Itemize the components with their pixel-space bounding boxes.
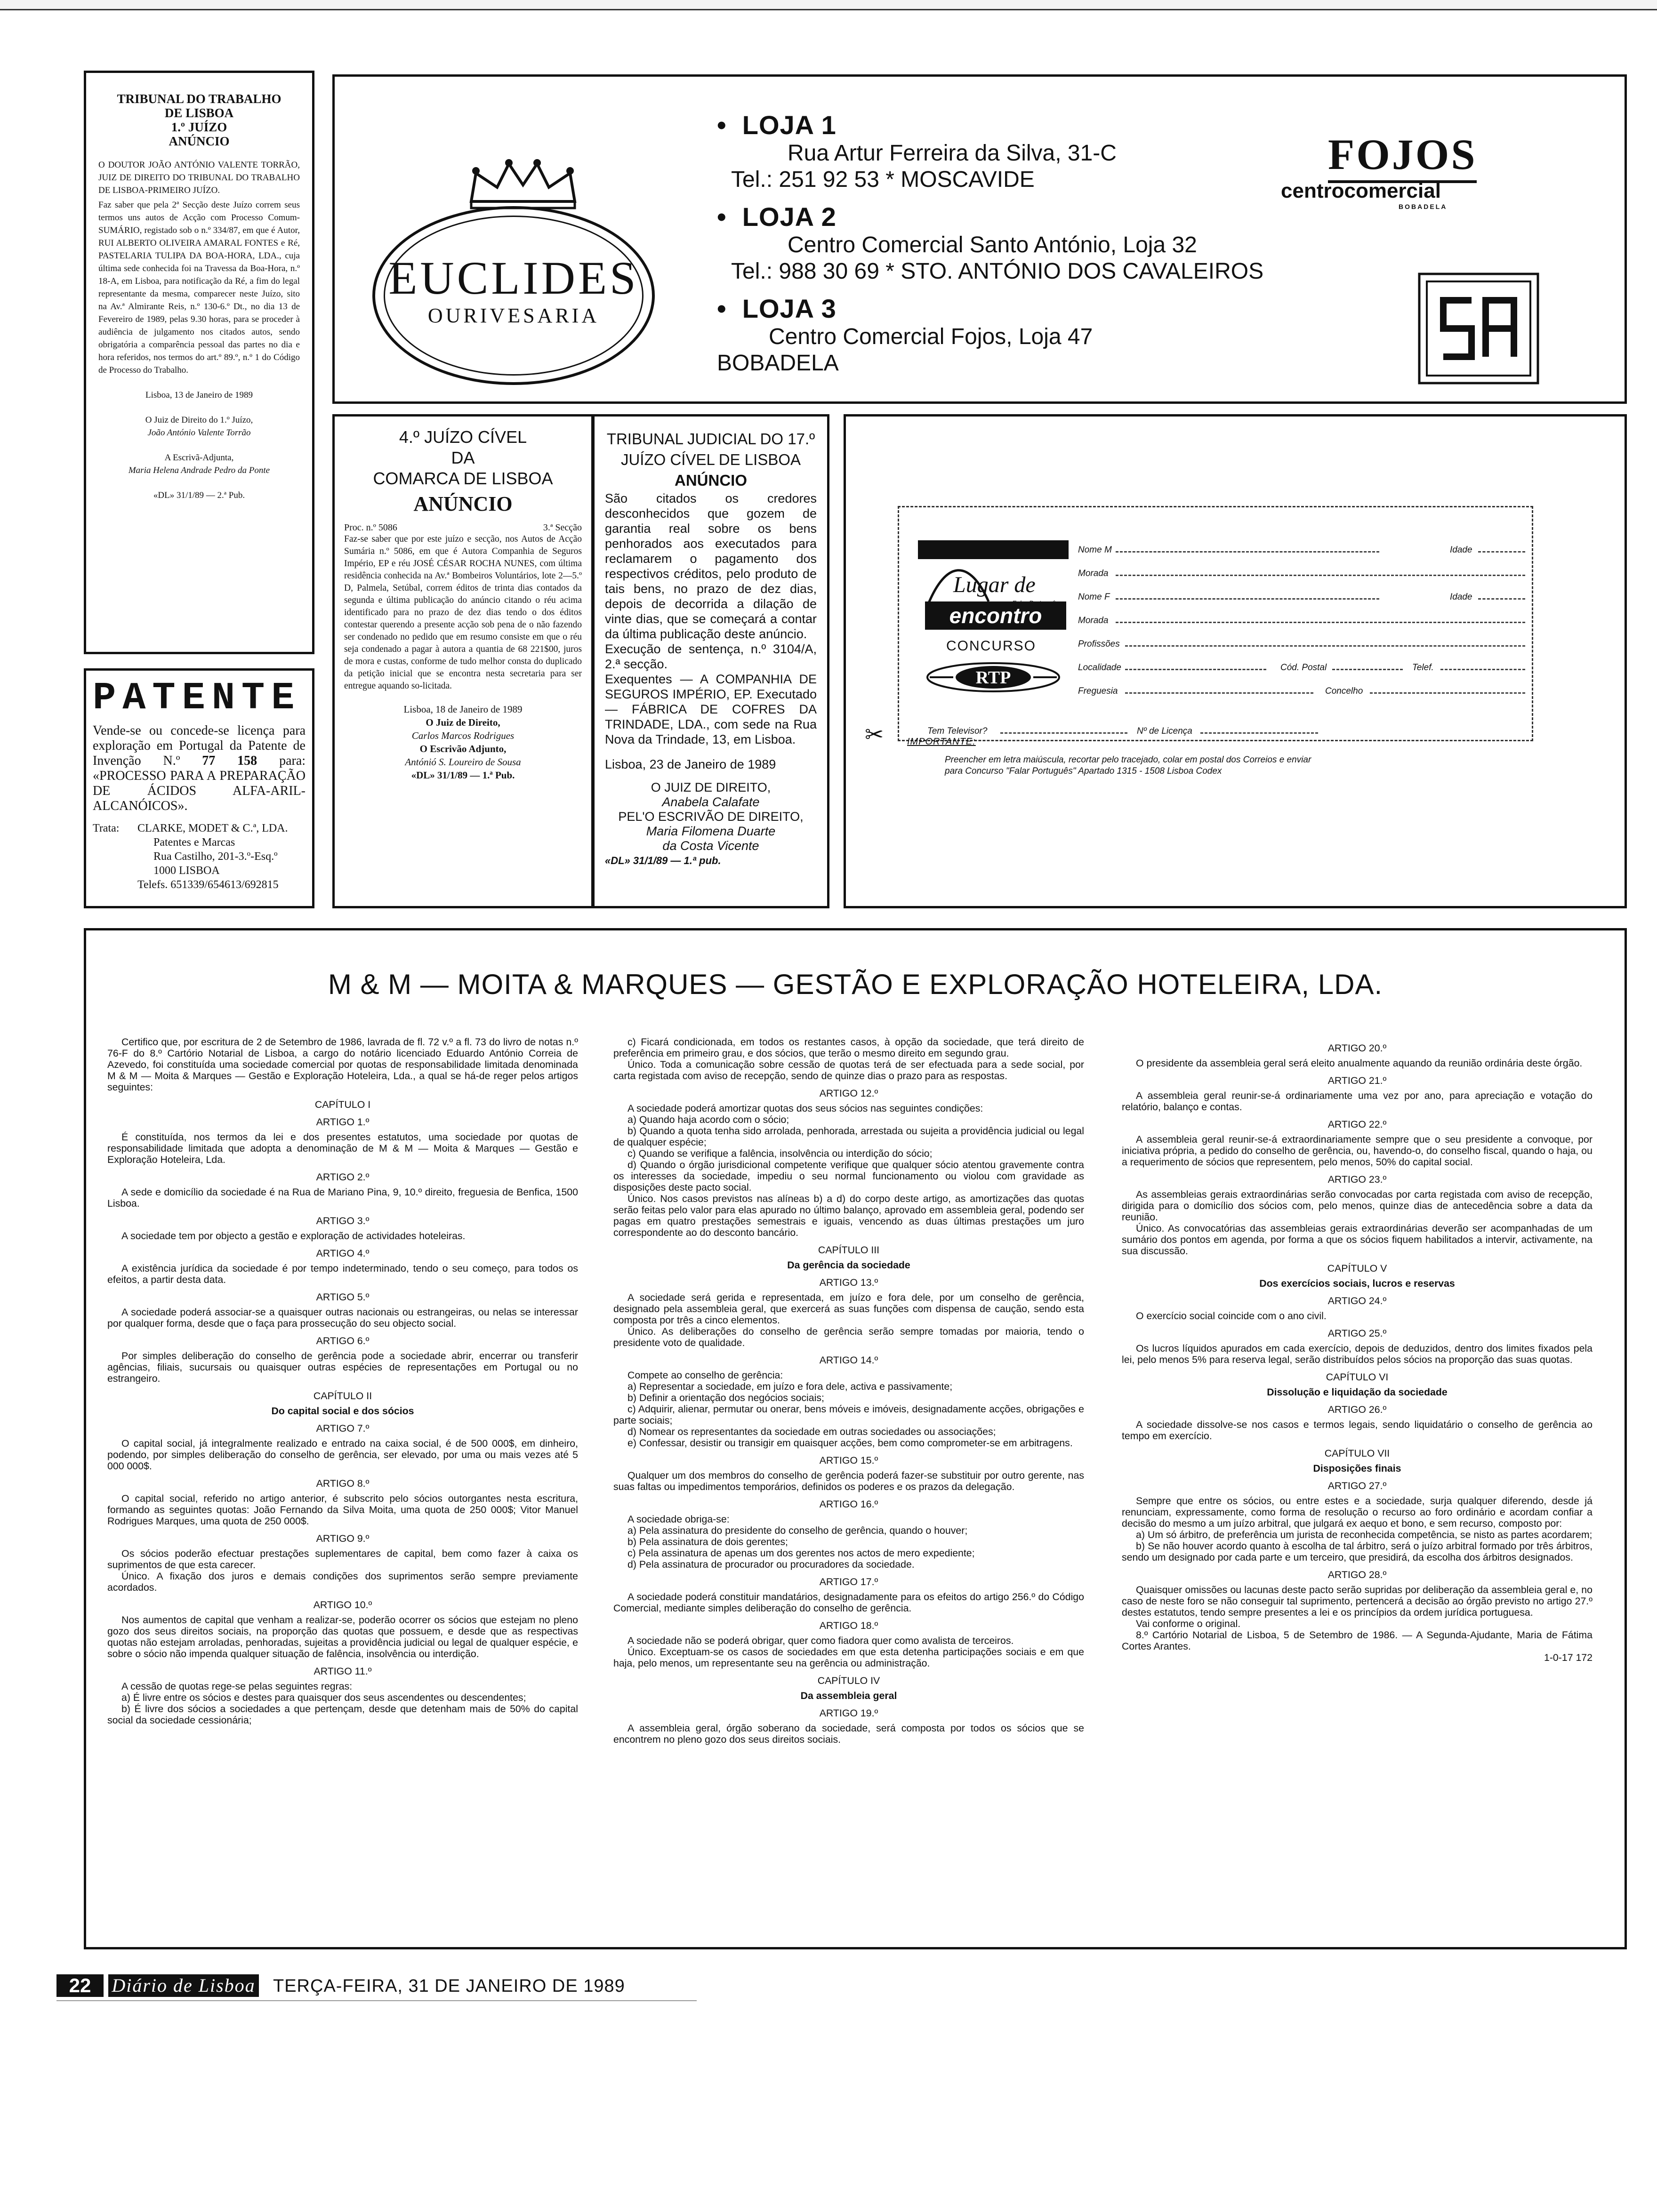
- field-label: Tem Televisor?: [927, 726, 988, 736]
- notice-title-line: 1.º JUÍZO: [171, 120, 227, 134]
- store-1: • LOJA 1 Rua Artur Ferreira da Silva, 31-C Tel.: 251 92 53 * MOSCAVIDE: [717, 110, 1117, 192]
- rtp-logo-icon: [925, 661, 1062, 694]
- statute-heading: ARTIGO 9.º: [316, 1533, 370, 1544]
- statute-paragraph: e) Confessar, desistir ou transigir em quaisquer acções, bem como comprometer-se em arbitragens.: [627, 1437, 1073, 1449]
- statute-heading: ARTIGO 11.º: [314, 1666, 372, 1677]
- field-label: Profissões: [1078, 639, 1120, 649]
- statute-paragraph: É constituída, nos termos da lei e dos presentes estatutos, uma sociedade por quotas de responsabilidade limitada que adopta a denominação de M & M — Moita & Marques — Gestão e Exploração Hoteleira, Lda.: [107, 1131, 578, 1165]
- statute-heading: ARTIGO 26.º: [1327, 1404, 1387, 1415]
- field-line[interactable]: [1440, 668, 1525, 670]
- statute-heading: ARTIGO 23.º: [1327, 1174, 1387, 1185]
- notice-ref: «DL» 31/1/89 — 1.ª pub.: [605, 855, 721, 866]
- statute-heading: ARTIGO 21.º: [1327, 1075, 1387, 1086]
- crown-icon: [462, 159, 584, 211]
- statute-paragraph: A sociedade poderá constituir mandatários, designadamente para os efeitos do artigo 256.º do Código Comercial, mediante simples deliberação do conselho de gerência.: [613, 1591, 1084, 1614]
- store-name: LOJA 1: [742, 110, 837, 140]
- statute-paragraph: c) Pela assinatura de apenas um dos gerentes nos actos de mero expediente;: [627, 1547, 975, 1559]
- notice-juizo-civel-comarca: [332, 414, 594, 908]
- statute-heading: CAPÍTULO III: [818, 1244, 880, 1256]
- statute-paragraph: Compete ao conselho de gerência:: [627, 1370, 783, 1381]
- important-label: IMPORTANTE:: [907, 737, 976, 747]
- store-address: Centro Comercial Santo António, Loja 32: [788, 232, 1197, 257]
- field-line[interactable]: [1125, 692, 1313, 694]
- store-name: LOJA 2: [742, 202, 837, 232]
- statute-paragraph: A sociedade dissolve-se nos casos e termos legais, sendo liquidatário o conselho de gerência ao tempo em exercício.: [1122, 1419, 1593, 1442]
- store-name: LOJA 3: [742, 294, 837, 323]
- important-text: Preencher em letra maiúscula, recortar pelo tracejado, colar em postal dos Correios e enviar para Concurso "Falar Português" Apartado 1315 - 1508 Lisboa Codex: [945, 755, 1311, 776]
- notice-signature: O Juiz de Direito, Carlos Marcos Rodrigues: [411, 717, 515, 741]
- store-address: Rua Artur Ferreira da Silva, 31-C: [788, 141, 1117, 166]
- field-label: Morada: [1078, 616, 1109, 625]
- notice-tribunal-trabalho: [84, 71, 314, 654]
- store-3: • LOJA 3 Centro Comercial Fojos, Loja 47 BOBADELA: [717, 294, 1093, 376]
- statute-paragraph: Os lucros líquidos apurados em cada exercício, depois de deduzidos, dentro dos limites fixados pela lei, pelo menos 5% para reserva legal, serão distribuídos pelos sócios na proporção das suas quotas.: [1122, 1343, 1593, 1365]
- field-label: Telef.: [1412, 663, 1434, 673]
- notice-body: São citados os credores desconhecidos que gozem de garantia real sobre os bens penhorados aos executados para reclamarem o pagamento dos respectivos créditos, pelo produto de tais bens, no prazo de dez dias, depois de decorrida a dilação de vinte dias, que se começará a contar da última publicação deste anúncio.: [605, 491, 817, 641]
- statute-heading: Dissolução e liquidação da sociedade: [1267, 1387, 1448, 1398]
- statute-heading: CAPÍTULO VI: [1326, 1371, 1389, 1383]
- statute-paragraph: A assembleia geral reunir-se-á extraordinariamente sempre que o seu presidente a convoque, por iniciativa própria, a pedido do conselho de gerência, ou, havendo-o, do conselho fiscal, quando o haja, ou a requerimento de sócios que representem, pelo menos, 50% do capital social.: [1122, 1134, 1593, 1168]
- statute-heading: ARTIGO 16.º: [819, 1499, 878, 1510]
- patent-contact: Trata: CLARKE, MODET & C.ª, LDA. Patentes e Marcas Rua Castilho, 201-3.º-Esq.º 1000 LISBOA Telefs. 651339/654613/692815: [93, 822, 288, 891]
- statute-paragraph: b) Se não houver acordo quanto à escolha de tal árbitro, será o juízo arbitral formado por três árbitros, sendo um designado por cada parte e um terceiro, que presidirá, da escolha dos árbitros designados.: [1122, 1540, 1593, 1563]
- field-label: Cód. Postal: [1280, 663, 1327, 673]
- statute-heading: ARTIGO 7.º: [316, 1423, 370, 1434]
- statute-paragraph: A assembleia geral reunir-se-á ordinariamente uma vez por ano, para apreciação e votação do relatório, balanço e contas.: [1122, 1090, 1593, 1113]
- notice-proc-row: Proc. n.º 5086 3.ª Secção: [344, 522, 582, 533]
- statutes-column-3: [1122, 1036, 1593, 1663]
- statute-paragraph: Único. A fixação dos juros e demais condições dos suprimentos serão sempre previamente acordados.: [107, 1571, 578, 1593]
- statute-heading: ARTIGO 15.º: [819, 1455, 878, 1466]
- concurso-label: CONCURSO: [946, 638, 1037, 654]
- statute-paragraph: A sociedade será gerida e representada, em juízo e fora dele, por um conselho de gerência, designado pela assembleia geral, que exercerá as suas funções com dispensa de caução, sendo esta composta por três a cinco elementos.: [613, 1292, 1084, 1326]
- statute-paragraph: Único. Exceptuam-se os casos de sociedades em que esta detenha participações sociais e em que haja, pelo menos, um representante seu na gerência ou administração.: [613, 1646, 1084, 1669]
- field-line[interactable]: [1116, 621, 1525, 623]
- field-line[interactable]: [1332, 668, 1403, 670]
- statute-heading: ARTIGO 18.º: [819, 1620, 878, 1631]
- field-label: Concelho: [1325, 686, 1363, 696]
- statute-heading: CAPÍTULO II: [313, 1390, 372, 1402]
- statute-heading: Dos exercícios sociais, lucros e reservas: [1259, 1278, 1455, 1289]
- field-line[interactable]: [1116, 574, 1525, 576]
- statute-paragraph: Único. Toda a comunicação sobre cessão de quotas terá de ser efectuada para a sede social, por carta registada com aviso de recepção, sendo de quinze dias o prazo para as respostas.: [613, 1059, 1084, 1082]
- store-phone: Tel.: 988 30 69 * STO. ANTÓNIO DOS CAVALEIROS: [731, 259, 1264, 284]
- notice-signature: O Escrivão Adjunto, Antónió S. Loureiro de Sousa: [405, 743, 521, 768]
- notice-signature: A Escrivã-Adjunta, Maria Helena Andrade Pedro da Ponte: [128, 453, 270, 475]
- statute-paragraph: As assembleias gerais extraordinárias serão convocadas por carta registada com aviso de recepção, dirigida para o domicílio dos sócios com, pelo menos, quinze dias de antecedência sobre a data da reunião.: [1122, 1189, 1593, 1223]
- notice-body: Execução de sentença, n.º 3104/A, 2.ª secção.: [605, 642, 817, 671]
- notice-date: Lisboa, 18 de Janeiro de 1989: [403, 704, 523, 715]
- notice-date: Lisboa, 23 de Janeiro de 1989: [605, 757, 776, 771]
- statutes-column-1: [107, 1036, 578, 1726]
- field-label: Localidade: [1078, 663, 1121, 673]
- store-2: • LOJA 2 Centro Comercial Santo António, Loja 32 Tel.: 988 30 69 * STO. ANTÓNIO DOS CAVALEIROS: [717, 202, 1264, 284]
- statute-paragraph: c) Adquirir, alienar, permutar ou onerar, bens móveis e imóveis, designadamente acções, obrigações e parte sociais;: [613, 1403, 1084, 1426]
- statute-paragraph: A cessão de quotas rege-se pelas seguintes regras:: [121, 1681, 353, 1692]
- statute-paragraph: d) Pela assinatura de procurador ou procuradores da sociedade.: [627, 1559, 915, 1570]
- statute-paragraph: O capital social, referido no artigo anterior, é subscrito pelo sócios outorgantes nesta escritura, formando as seguintes quotas: João Fernando da Silva Moita, uma quota de 250 000$; Vitor Manuel Rodrigues Marques, uma quota de 250 000$.: [107, 1493, 578, 1527]
- patent-title: PATENTE: [93, 676, 301, 720]
- statute-heading: ARTIGO 17.º: [819, 1576, 878, 1587]
- sa-logo-icon: [1417, 272, 1540, 385]
- statute-paragraph: a) Representar a sociedade, em juízo e fora dele, activa e passivamente;: [627, 1381, 953, 1392]
- statute-ref: 1-0-17 172: [1544, 1652, 1593, 1663]
- statute-paragraph: A sede e domicílio da sociedade é na Rua de Mariano Pina, 9, 10.º direito, freguesia de Benfica, 1500 Lisboa.: [107, 1186, 578, 1209]
- statute-paragraph: A sociedade tem por objecto a gestão e exploração de actividades hoteleiras.: [121, 1230, 466, 1242]
- statute-paragraph: Vai conforme o original.: [1136, 1618, 1241, 1629]
- field-label: Morada: [1078, 569, 1109, 578]
- statute-paragraph: Qualquer um dos membros do conselho de gerência poderá fazer-se substituir por outro gerente, nas suas faltas ou impedimentos temporários, definidos os poderes e os prazos da delegação.: [613, 1470, 1084, 1492]
- field-line[interactable]: [1478, 598, 1525, 600]
- statute-heading: ARTIGO 8.º: [316, 1478, 370, 1489]
- statute-paragraph: 8.º Cartório Notarial de Lisboa, 5 de Setembro de 1986. — A Segunda-Ajudante, Maria de Fátima Cortes Arantes.: [1122, 1629, 1593, 1652]
- statutes-column-2: [613, 1036, 1084, 1745]
- statute-paragraph: Certifico que, por escritura de 2 de Setembro de 1986, lavrada de fl. 72 v.º a fl. 73 do livro de notas n.º 76-F do 8.º Cartório Notarial de Lisboa, a cargo do notário licenciado Eduardo António Correia de Azevedo, foi constituída uma sociedade comercial por quotas de responsabilidade limitada denominada M & M — Moita & Marques — Gestão e Exploração Hoteleira, Lda., a qual se há-de reger pelos artigos seguintes:: [107, 1036, 578, 1093]
- scissors-icon: ✂: [865, 722, 884, 747]
- field-label: Nome M: [1078, 545, 1112, 555]
- statute-heading: ARTIGO 19.º: [819, 1707, 878, 1719]
- statute-heading: ARTIGO 22.º: [1327, 1119, 1387, 1130]
- statute-paragraph: b) Quando a quota tenha sido arrolada, penhorada, arrestada ou sujeita a providência judicial ou legal de qualquer espécie;: [613, 1125, 1084, 1148]
- statute-heading: CAPÍTULO I: [314, 1099, 371, 1110]
- statute-paragraph: c) Quando se verifique a falência, insolvência ou interdição do sócio;: [627, 1148, 933, 1159]
- field-line[interactable]: [1000, 732, 1127, 734]
- statute-heading: Da gerência da sociedade: [787, 1259, 910, 1271]
- notice-signature: O JUIZ DE DIREITO, Anabela Calafate: [651, 780, 771, 809]
- statute-paragraph: d) Quando o órgão jurisdicional competente verifique que qualquer sócio atentou gravemente contra os interesses da sociedade, impediu o seu normal funcionamento ou violou com gravidade as disposições deste pacto social.: [613, 1159, 1084, 1193]
- statute-heading: ARTIGO 14.º: [819, 1354, 878, 1366]
- notice-title-line: TRIBUNAL JUDICIAL DO 17.º: [606, 430, 815, 448]
- statute-paragraph: Quaisquer omissões ou lacunas deste pacto serão supridas por deliberação da assembleia geral e, no caso de neste foro se não conseguir tal suprimento, pertencerá a decisão ao órgão previsto no artigo 27.º destes estatutos, tendo sempre presentes a lei e os princípios da ordem jurídica portuguesa.: [1122, 1584, 1593, 1618]
- fojos-name: FOJOS: [1328, 128, 1477, 183]
- statute-paragraph: a) Um só árbitro, de preferência um jurista de reconhecida competência, se nisto as partes acordarem;: [1136, 1529, 1593, 1540]
- notice-title-line: JUÍZO CÍVEL DE LISBOA: [620, 451, 801, 468]
- statute-heading: ARTIGO 6.º: [316, 1335, 370, 1346]
- notice-tribunal-17-juizo: [592, 414, 829, 908]
- masthead: Diário de Lisboa: [108, 1974, 259, 1997]
- statute-paragraph: A assembleia geral, órgão soberano da sociedade, será composta por todos os sócios que se encontrem no pleno gozo dos seus direitos sociais.: [613, 1723, 1084, 1745]
- encontro-banner: encontro: [925, 601, 1066, 630]
- notice-body: Exequentes — A COMPANHIA DE SEGUROS IMPÉRIO, EP. Executado — FÁBRICA DE COFRES DA TRINDADE, LDA., com sede na Rua Nova da Trindade, 13, em Lisboa.: [605, 672, 817, 746]
- brand-subtitle: OURIVESARIA: [427, 304, 600, 327]
- notice-heading: ANÚNCIO: [413, 492, 513, 515]
- statute-paragraph: A sociedade obriga-se:: [627, 1514, 730, 1525]
- statute-heading: ARTIGO 4.º: [316, 1248, 370, 1259]
- notice-body: Faz-se saber que por este juízo e secção, nos Autos de Acção Sumária n.º 5086, em que é Autora Companhia de Seguros Império, EP e réu JOSÉ CÉSAR ROCHA NUNES, com última residência conhecida na Av.ª Bombeiros Voluntários, lote 2—5.º D, Palmela, Setúbal, correm éditos de trinta dias contados da segunda e última publicação do anúncio citando o réu acima identificado para no prazo de dez dias tendo o dos éditos contestar querendo a presente acção sob pena de o não fazendo ser condenado no pedido que em resumo consiste em que o réu seja condenado a pagar à autora a quantia de 68 221$00, juros de mora e custas, conforme de tudo melhor consta do duplicado da petição inicial que se encontra nesta secretaria para ser entregue aquando so-licitada.: [344, 534, 582, 691]
- field-label: Nome F: [1078, 592, 1110, 602]
- patent-notice: [84, 668, 314, 908]
- statute-paragraph: Único. As deliberações do conselho de gerência serão sempre tomadas por maioria, tendo o presidente voto de qualidade.: [613, 1326, 1084, 1348]
- notice-body: O DOUTOR JOÃO ANTÓNIO VALENTE TORRÃO, JUIZ DE DIREITO DO TRIBUNAL DO TRABALHO DE LISBOA-PRIMEIRO JUÍZO.: [98, 160, 300, 195]
- notice-signature: O Juiz de Direito do 1.º Juízo, João António Valente Torrão: [145, 415, 253, 438]
- top-border: [0, 0, 1657, 10]
- statute-paragraph: a) Pela assinatura do presidente do conselho de gerência, quando o houver;: [627, 1525, 968, 1536]
- statute-paragraph: b) Definir a orientação dos negócios sociais;: [627, 1392, 824, 1403]
- field-line[interactable]: [1116, 551, 1379, 553]
- notice-heading: ANÚNCIO: [675, 472, 747, 489]
- statute-paragraph: A sociedade poderá amortizar quotas dos seus sócios nas seguintes condições:: [627, 1103, 983, 1114]
- statute-paragraph: O presidente da assembleia geral será eleito anualmente aquando da reunião ordinária deste órgão.: [1136, 1058, 1583, 1069]
- notice-title-line: ANÚNCIO: [169, 134, 230, 148]
- notice-title-line: COMARCA DE LISBOA: [373, 469, 553, 488]
- statute-heading: CAPÍTULO V: [1327, 1263, 1387, 1274]
- fojos-subtitle: centrocomercial: [1281, 179, 1441, 202]
- notice-title-line: TRIBUNAL DO TRABALHO: [117, 92, 282, 106]
- statutes-title: M & M — MOITA & MARQUES — GESTÃO E EXPLORAÇÃO HOTELEIRA, LDA.: [328, 969, 1383, 1000]
- statute-paragraph: c) Ficará condicionada, em todos os restantes casos, à opção da sociedade, que terá direito de preferência em primeiro grau, e dos sócios, que terão o mesmo direito em segundo grau.: [613, 1036, 1084, 1059]
- fojos-logo: [1276, 124, 1483, 210]
- statute-heading: ARTIGO 1.º: [316, 1116, 370, 1128]
- statute-heading: ARTIGO 20.º: [1327, 1042, 1387, 1054]
- store-phone: Tel.: 251 92 53 * MOSCAVIDE: [731, 167, 1035, 192]
- statute-heading: ARTIGO 24.º: [1327, 1295, 1387, 1306]
- euclides-advertisement: [332, 74, 1627, 404]
- statute-paragraph: Único. Nos casos previstos nas alíneas b) a d) do corpo deste artigo, as amortizações das quotas serão feitas pelo valor para elas apurado no último balanço, aprovado em assembleia geral, podendo ser pagas em quatro prestações semestrais e iguais, vencendo as duas últimas prestações um juro correspondente ao do desconto bancário.: [613, 1193, 1084, 1238]
- field-label: Idade: [1450, 545, 1472, 555]
- field-label: Nº de Licença: [1137, 726, 1192, 736]
- statute-paragraph: A sociedade não se poderá obrigar, quer como fiadora quer como avalista de terceiros.: [627, 1635, 1014, 1646]
- field-line[interactable]: [1370, 692, 1525, 694]
- statute-heading: ARTIGO 13.º: [819, 1277, 878, 1288]
- patent-body: Vende-se ou concede-se licença para exploração em Portugal da Patente de Invenção N.º 77 158 para: «PROCESSO PARA A PREPARAÇÃO DE ÁCIDOS ALFA-ARIL-ALCANÓICOS».: [93, 723, 306, 813]
- statute-paragraph: a) Quando haja acordo com o sócio;: [627, 1114, 789, 1125]
- statute-heading: CAPÍTULO VII: [1324, 1448, 1390, 1459]
- notice-ref: «DL» 31/1/89 — 2.ª Pub.: [153, 490, 245, 500]
- svg-text:Lugar de: Lugar de: [953, 572, 1036, 597]
- statute-paragraph: A existência jurídica da sociedade é por tempo indeterminado, tendo o seu começo, para todos os efeitos, a partir desta data.: [107, 1263, 578, 1285]
- page-footer: [56, 1974, 716, 1998]
- statute-heading: Do capital social e dos sócios: [271, 1405, 414, 1417]
- statute-paragraph: Único. As convocatórias das assembleias gerais extraordinárias deverão ser acompanhadas de um sumário dos pontos em agenda, por forma a que os sócios fiquem habilitados a intervir, activamente, na sua discussão.: [1122, 1223, 1593, 1257]
- page-number: 22: [56, 1974, 104, 1997]
- notice-title-line: 4.º JUÍZO CÍVEL: [399, 427, 527, 447]
- statute-paragraph: A sociedade poderá associar-se a quaisquer outras nacionais ou estrangeiras, ou nelas se interessar por qualquer forma, desde que o faça para prossecução do seu objecto social.: [107, 1306, 578, 1329]
- issue-date: TERÇA-FEIRA, 31 DE JANEIRO DE 1989: [273, 1976, 625, 1996]
- statute-heading: Disposições finais: [1313, 1463, 1401, 1474]
- statute-heading: ARTIGO 5.º: [316, 1291, 370, 1303]
- field-label: Idade: [1450, 592, 1472, 602]
- contest-coupon-box: [844, 414, 1627, 908]
- footer-rule: [56, 2000, 697, 2001]
- statute-paragraph: Por simples deliberação do conselho de gerência pode a sociedade abrir, encerrar ou transferir agências, filiais, sucursais ou quaisquer outras espécies de representações em Portugal ou no estrangeiro.: [107, 1350, 578, 1384]
- contest-coupon[interactable]: [898, 506, 1533, 741]
- notice-body: Faz saber que pela 2ª Secção deste Juízo correm seus termos uns autos de Acção com Processo Comum-SUMÁRIO, registado sob o n.º 334/87, em que é Autor, RUI ALBERTO OLIVEIRA AMARAL FONTES e Ré, PASTELARIA TULIPA DA BOA-HORA, LDA., cuja última sede conhecida foi na Travessa da Boa-Hora, n.º 18-A, em Lisboa, para notificação da Ré, a fim do legal representante da mesma, comparecer neste Juízo, sito na Av.ª Almirante Reis, n.º 130-6.º Dt., no dia 13 de Fevereiro de 1989, pelas 9.30 horas, para se proceder à audiência de julgamento nos citados autos, sendo obrigatória a comparência pessoal das partes no dia e hora referidos, nos termos do art.º 89.º, n.º 1 do Código de Processo do Trabalho.: [98, 200, 300, 375]
- brand-name: EUCLIDES: [388, 252, 639, 304]
- field-line[interactable]: [1116, 598, 1379, 600]
- notice-ref: «DL» 31/1/89 — 1.ª Pub.: [411, 769, 515, 781]
- statute-paragraph: O exercício social coincide com o ano civil.: [1136, 1310, 1327, 1322]
- statute-paragraph: b) Pela assinatura de dois gerentes;: [627, 1536, 788, 1547]
- statute-paragraph: Os sócios poderão efectuar prestações suplementares de capital, bem como fazer à caixa os suprimentos de que esta carecer.: [107, 1548, 578, 1571]
- field-line[interactable]: [1125, 645, 1525, 647]
- notice-date: Lisboa, 13 de Janeiro de 1989: [145, 390, 253, 400]
- statute-heading: ARTIGO 3.º: [316, 1215, 370, 1226]
- statute-heading: ARTIGO 27.º: [1327, 1480, 1387, 1491]
- statute-heading: ARTIGO 28.º: [1327, 1569, 1387, 1580]
- notice-signature: PEL'O ESCRIVÃO DE DIREITO, Maria Filomena Duarte da Costa Vicente: [618, 809, 804, 853]
- statute-paragraph: a) É livre entre os sócios e destes para quaisquer dos seus ascendentes ou descendentes;: [121, 1692, 526, 1703]
- statute-heading: CAPÍTULO IV: [817, 1675, 880, 1686]
- statute-paragraph: Sempre que entre os sócios, ou entre estes e a sociedade, surja qualquer diferendo, desde já renunciam, expressamente, como forma de resolução o recurso ao foro ordinário e acordam confiar a decisão do mesmo a um juízo arbitral, que julgará ex aequo et bono, e sem recurso, composto por:: [1122, 1495, 1593, 1529]
- field-label: Freguesia: [1078, 686, 1118, 696]
- statute-heading: ARTIGO 12.º: [819, 1088, 878, 1099]
- fojos-place: BOBADELA: [1399, 203, 1448, 210]
- field-line[interactable]: [1200, 732, 1318, 734]
- statute-paragraph: d) Nomear os representantes da sociedade em outras sociedades ou associações;: [627, 1426, 996, 1437]
- statute-paragraph: Nos aumentos de capital que venham a realizar-se, poderão ocorrer os sócios que estejam no pleno gozo dos seus direitos sociais, na proporção das quotas que possuem, e desde que as respectivas quotas não estejam arroladas, penhoradas, sujeitas a providência judicial ou legal de qualquer espécie, e sobre o sócio não impenda qualquer situação de falência, insolvência ou interdição.: [107, 1614, 578, 1659]
- notice-title-line: DA: [451, 448, 475, 467]
- svg-text:RTP: RTP: [975, 668, 1011, 688]
- notice-title-line: DE LISBOA: [164, 106, 234, 120]
- statute-heading: ARTIGO 10.º: [313, 1599, 372, 1611]
- field-line[interactable]: [1478, 551, 1525, 553]
- lugar-de-encontro-logo: [918, 540, 1069, 611]
- store-address: Centro Comercial Fojos, Loja 47: [769, 324, 1093, 349]
- statute-paragraph: b) É livre dos sócios a sociedades a que pertençam, desde que detenham mais de 50% do capital social da sociedade cessionária;: [107, 1703, 578, 1726]
- statute-heading: ARTIGO 25.º: [1327, 1328, 1387, 1339]
- field-line[interactable]: [1125, 668, 1266, 670]
- statute-heading: Da assembleia geral: [800, 1690, 897, 1701]
- company-statutes-notice: [84, 928, 1627, 1949]
- statute-heading: ARTIGO 2.º: [316, 1171, 370, 1183]
- store-town: BOBADELA: [717, 351, 839, 376]
- statute-paragraph: O capital social, já integralmente realizado e entrado na caixa social, é de 500 000$, em dinheiro, podendo, por simples deliberação do conselho de gerência, ser elevado, por uma ou mais vezes até 5 000 000$.: [107, 1438, 578, 1472]
